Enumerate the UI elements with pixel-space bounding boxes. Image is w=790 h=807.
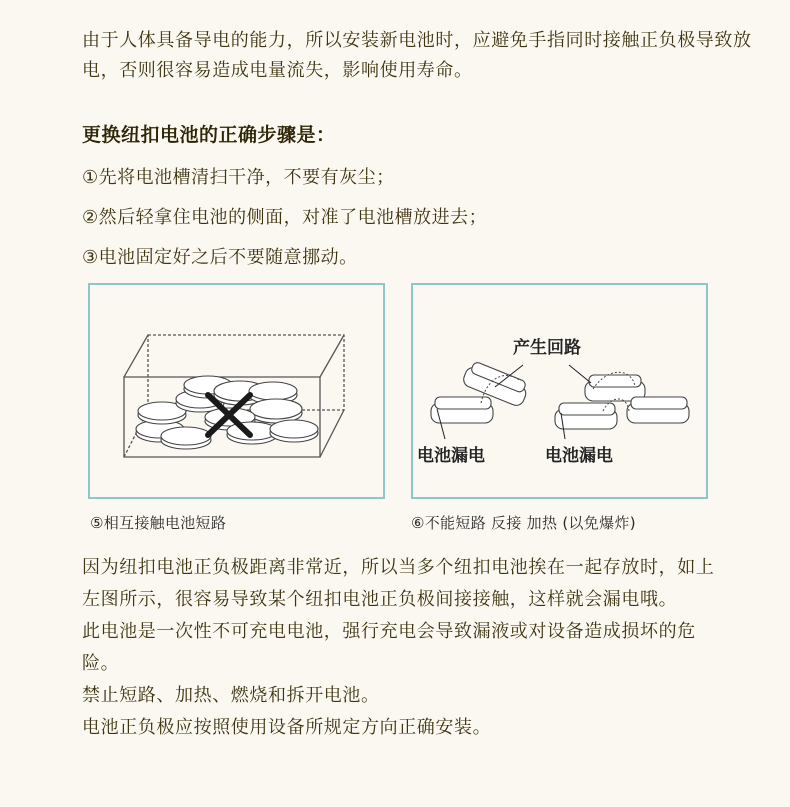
- figure-batteries-in-box: [88, 283, 385, 499]
- right-figure-caption: ⑥不能短路 反接 加热 (以免爆炸): [411, 514, 636, 532]
- leak-label-right: 电池漏电: [545, 446, 613, 466]
- loop-label: 产生回路: [513, 338, 581, 358]
- batteries-in-box-illustration: [90, 285, 383, 497]
- step-3: ③电池固定好之后不要随意挪动。: [82, 247, 358, 268]
- step-1: ①先将电池槽清扫干净，不要有灰尘；: [82, 167, 395, 188]
- note-4: 电池正负极应按照使用设备所规定方向正确安装。: [82, 717, 492, 738]
- leak-label-left: 电池漏电: [417, 446, 485, 466]
- step-2: ②然后轻拿住电池的侧面，对准了电池槽放进去；: [82, 207, 488, 228]
- left-figure-caption: ⑤相互接触电池短路: [90, 514, 227, 532]
- note-3: 禁止短路、加热、燃烧和拆开电池。: [82, 685, 380, 706]
- steps-heading: 更换纽扣电池的正确步骤是：: [82, 124, 336, 146]
- note-1: 因为纽扣电池正负极距离非常近，所以当多个纽扣电池挨在一起存放时，如上左图所示，很容易导致某个纽扣电池正负极间接接触，这样就会漏电哦。: [82, 557, 715, 610]
- notes-section: [82, 552, 732, 744]
- figure-short-circuit: [411, 283, 708, 499]
- intro-paragraph: 由于人体具备导电的能力，所以安装新电池时，应避免手指同时接触正负极导致放电，否则很容易造成电量流失，影响使用寿命。: [82, 30, 752, 81]
- note-2: 此电池是一次性不可充电电池，强行充电会导致漏液或对设备造成损坏的危险。: [82, 621, 696, 674]
- short-circuit-illustration: [413, 285, 706, 497]
